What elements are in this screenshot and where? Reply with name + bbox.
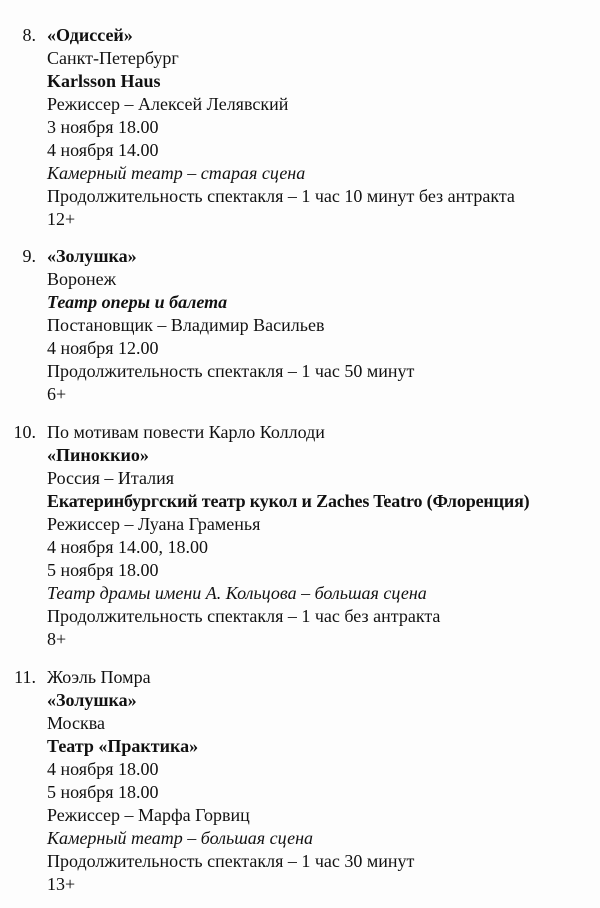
source-note: По мотивам повести Карло Коллоди [47,422,325,442]
company-name: Театр «Практика» [47,736,199,756]
show-date: 5 ноября 18.00 [47,560,159,580]
city: Москва [47,713,105,733]
city: Санкт-Петербург [47,48,179,68]
show-date: 5 ноября 18.00 [47,782,159,802]
company-name: Театр оперы и балета [47,292,228,312]
company-name: Екатеринбургский театр кукол и Zaches Teatro (Флоренция) [47,491,530,511]
director: Режиссер – Луана Граменья [47,514,261,534]
show-date: 4 ноября 12.00 [47,338,159,358]
director: Режиссер – Алексей Лелявский [47,94,289,114]
company-name: Karlsson Haus [47,71,161,91]
entry-details [47,666,597,896]
director: Режиссер – Марфа Горвиц [47,805,250,825]
entry-details [47,245,597,406]
city: Воронеж [47,269,117,289]
director: Постановщик – Владимир Васильев [47,315,325,335]
show-date: 4 ноября 14.00, 18.00 [47,537,209,557]
age-rating: 13+ [47,874,76,894]
play-title: «Золушка» [47,246,137,266]
venue: Камерный театр – старая сцена [47,163,306,183]
age-rating: 8+ [47,629,67,649]
venue: Камерный театр – большая сцена [47,828,314,848]
venue: Театр драмы имени А. Кольцова – большая сцена [47,583,427,603]
duration: Продолжительность спектакля – 1 час 50 минут [47,361,415,381]
play-title: «Золушка» [47,690,137,710]
age-rating: 6+ [47,384,67,404]
show-date: 3 ноября 18.00 [47,117,159,137]
show-date: 4 ноября 14.00 [47,140,159,160]
author: Жоэль Помра [47,667,151,687]
entry-number: 8. [22,25,36,45]
duration: Продолжительность спектакля – 1 час 30 минут [47,851,415,871]
show-date: 4 ноября 18.00 [47,759,159,779]
age-rating: 12+ [47,209,76,229]
play-title: «Пиноккио» [47,445,149,465]
entry-details [47,24,597,231]
duration: Продолжительность спектакля – 1 час 10 минут без антракта [47,186,515,206]
duration: Продолжительность спектакля – 1 час без антракта [47,606,441,626]
city: Россия – Италия [47,468,175,488]
entry-details [47,421,597,651]
entry-number: 11. [14,667,36,687]
entry-number: 9. [22,246,36,266]
play-title: «Одиссей» [47,25,133,45]
entry-number: 10. [13,422,36,442]
